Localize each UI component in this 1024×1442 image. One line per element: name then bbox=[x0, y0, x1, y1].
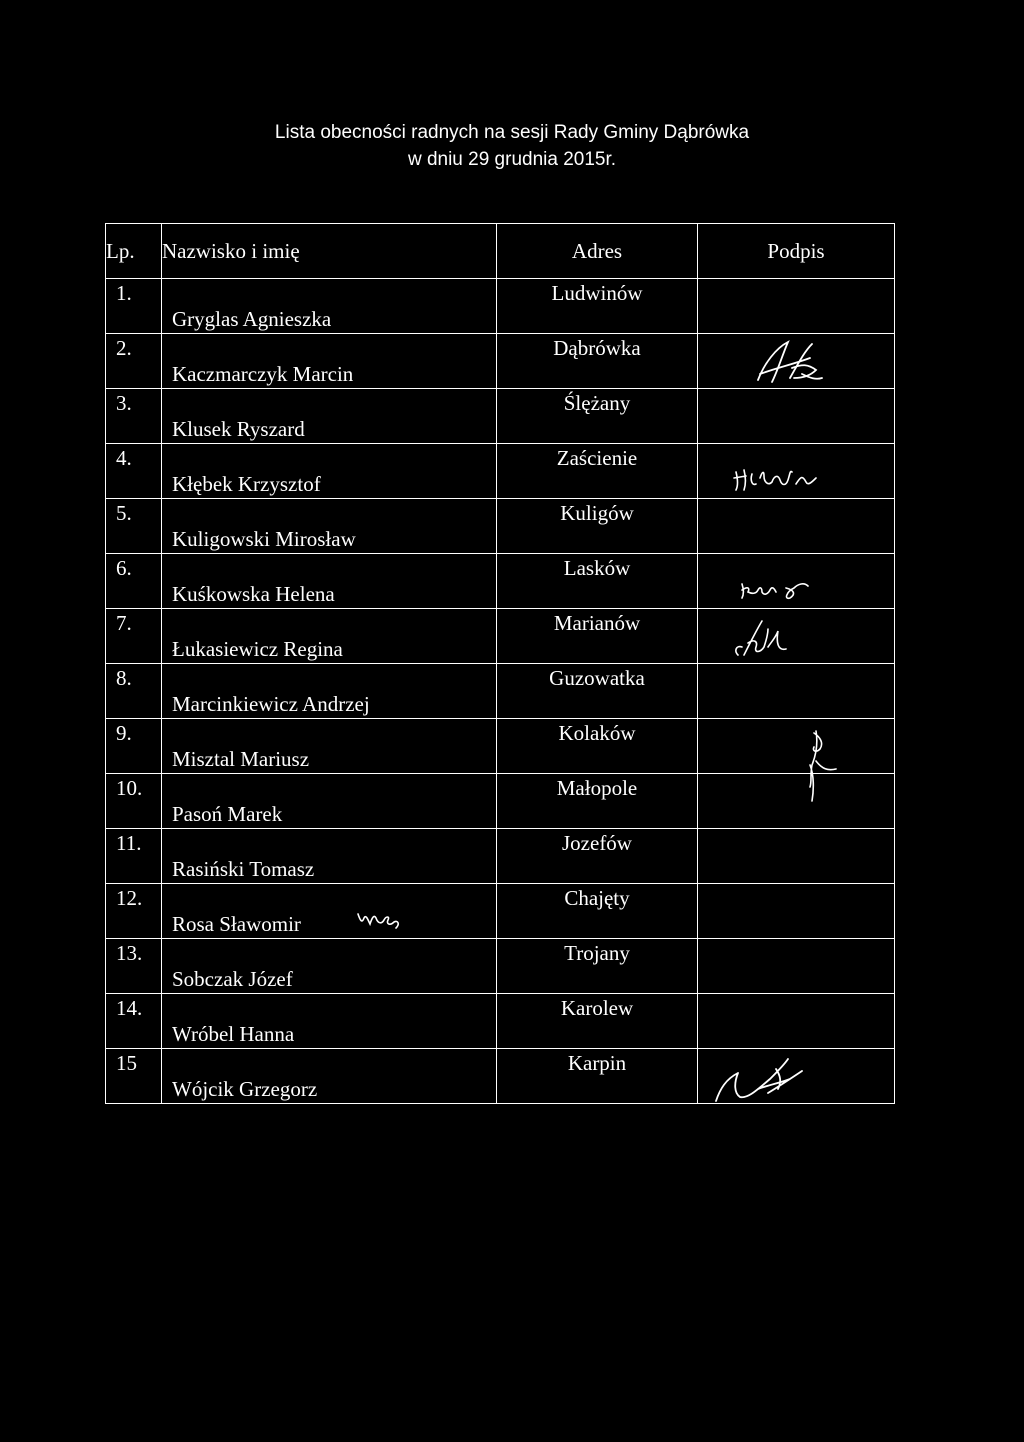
table-row bbox=[106, 554, 895, 609]
cell-lp: 12. bbox=[106, 884, 162, 939]
handwritten-signature bbox=[698, 609, 895, 665]
cell-address: Ludwinów bbox=[497, 279, 698, 334]
cell-name: Sobczak Józef bbox=[162, 939, 497, 994]
cell-address: Kuligów bbox=[497, 499, 698, 554]
cell-address: Ślężany bbox=[497, 389, 698, 444]
table-row bbox=[106, 939, 895, 994]
header-address: Adres bbox=[497, 224, 698, 279]
table-row bbox=[106, 389, 895, 444]
cell-name: Gryglas Agnieszka bbox=[162, 279, 497, 334]
table-row bbox=[106, 444, 895, 499]
table-row bbox=[106, 829, 895, 884]
cell-address: Chajęty bbox=[497, 884, 698, 939]
table-row bbox=[106, 279, 895, 334]
table-row bbox=[106, 609, 895, 664]
handwritten-signature bbox=[698, 444, 895, 500]
cell-lp: 2. bbox=[106, 334, 162, 389]
cell-lp: 6. bbox=[106, 554, 162, 609]
document-title: Lista obecności radnych na sesji Rady Gminy Dąbrówka bbox=[274, 122, 750, 143]
cell-signature bbox=[698, 389, 895, 444]
cell-signature bbox=[698, 664, 895, 719]
cell-signature bbox=[698, 829, 895, 884]
cell-name: Kuligowski Mirosław bbox=[162, 499, 497, 554]
cell-signature bbox=[698, 994, 895, 1049]
table-row bbox=[106, 994, 895, 1049]
table-row bbox=[106, 499, 895, 554]
cell-address: Jozefów bbox=[497, 829, 698, 884]
cell-signature bbox=[698, 279, 895, 334]
cell-signature bbox=[698, 554, 895, 609]
cell-address: Zaścienie bbox=[497, 444, 698, 499]
cell-lp: 13. bbox=[106, 939, 162, 994]
cell-signature bbox=[698, 774, 895, 829]
cell-name: Rosa Sławomir bbox=[162, 884, 497, 939]
cell-address: Guzowatka bbox=[497, 664, 698, 719]
handwritten-signature bbox=[698, 1049, 895, 1105]
cell-name: Pasoń Marek bbox=[162, 774, 497, 829]
cell-address: Małopole bbox=[497, 774, 698, 829]
cell-signature bbox=[698, 609, 895, 664]
cell-signature bbox=[698, 1049, 895, 1104]
cell-signature bbox=[698, 444, 895, 499]
cell-signature bbox=[698, 499, 895, 554]
cell-address: Dąbrówka bbox=[497, 334, 698, 389]
document-date: w dniu 29 grudnia 2015r. bbox=[407, 149, 617, 170]
cell-signature bbox=[698, 939, 895, 994]
handwritten-signature bbox=[162, 884, 497, 940]
cell-signature bbox=[698, 334, 895, 389]
cell-lp: 7. bbox=[106, 609, 162, 664]
cell-name: Rasiński Tomasz bbox=[162, 829, 497, 884]
cell-address: Kolaków bbox=[497, 719, 698, 774]
cell-name: Misztal Mariusz bbox=[162, 719, 497, 774]
cell-lp: 3. bbox=[106, 389, 162, 444]
cell-lp: 1. bbox=[106, 279, 162, 334]
cell-lp: 11. bbox=[106, 829, 162, 884]
cell-lp: 10. bbox=[106, 774, 162, 829]
table-header-row bbox=[106, 224, 895, 279]
cell-address: Lasków bbox=[497, 554, 698, 609]
cell-signature bbox=[698, 719, 895, 774]
cell-lp: 8. bbox=[106, 664, 162, 719]
cell-name: Marcinkiewicz Andrzej bbox=[162, 664, 497, 719]
header-name: Nazwisko i imię bbox=[162, 224, 497, 279]
table-body bbox=[106, 279, 895, 1104]
table-row bbox=[106, 1049, 895, 1104]
cell-name: Kłębek Krzysztof bbox=[162, 444, 497, 499]
table-row bbox=[106, 884, 895, 939]
cell-lp: 15 bbox=[106, 1049, 162, 1104]
table-row bbox=[106, 719, 895, 774]
cell-name: Klusek Ryszard bbox=[162, 389, 497, 444]
header-signature: Podpis bbox=[698, 224, 895, 279]
cell-signature bbox=[698, 884, 895, 939]
cell-lp: 4. bbox=[106, 444, 162, 499]
attendance-table bbox=[105, 223, 895, 1104]
cell-address: Trojany bbox=[497, 939, 698, 994]
cell-lp: 9. bbox=[106, 719, 162, 774]
cell-name: Wróbel Hanna bbox=[162, 994, 497, 1049]
cell-name: Kaczmarczyk Marcin bbox=[162, 334, 497, 389]
cell-lp: 14. bbox=[106, 994, 162, 1049]
table-row bbox=[106, 334, 895, 389]
cell-name: Kuśkowska Helena bbox=[162, 554, 497, 609]
header-lp: Lp. bbox=[106, 224, 162, 279]
cell-address: Karolew bbox=[497, 994, 698, 1049]
cell-name: Łukasiewicz Regina bbox=[162, 609, 497, 664]
cell-address: Karpin bbox=[497, 1049, 698, 1104]
handwritten-signature bbox=[698, 554, 895, 610]
table-row bbox=[106, 664, 895, 719]
cell-name: Wójcik Grzegorz bbox=[162, 1049, 497, 1104]
cell-address: Marianów bbox=[497, 609, 698, 664]
handwritten-signature bbox=[698, 334, 895, 390]
cell-lp: 5. bbox=[106, 499, 162, 554]
table-row bbox=[106, 774, 895, 829]
